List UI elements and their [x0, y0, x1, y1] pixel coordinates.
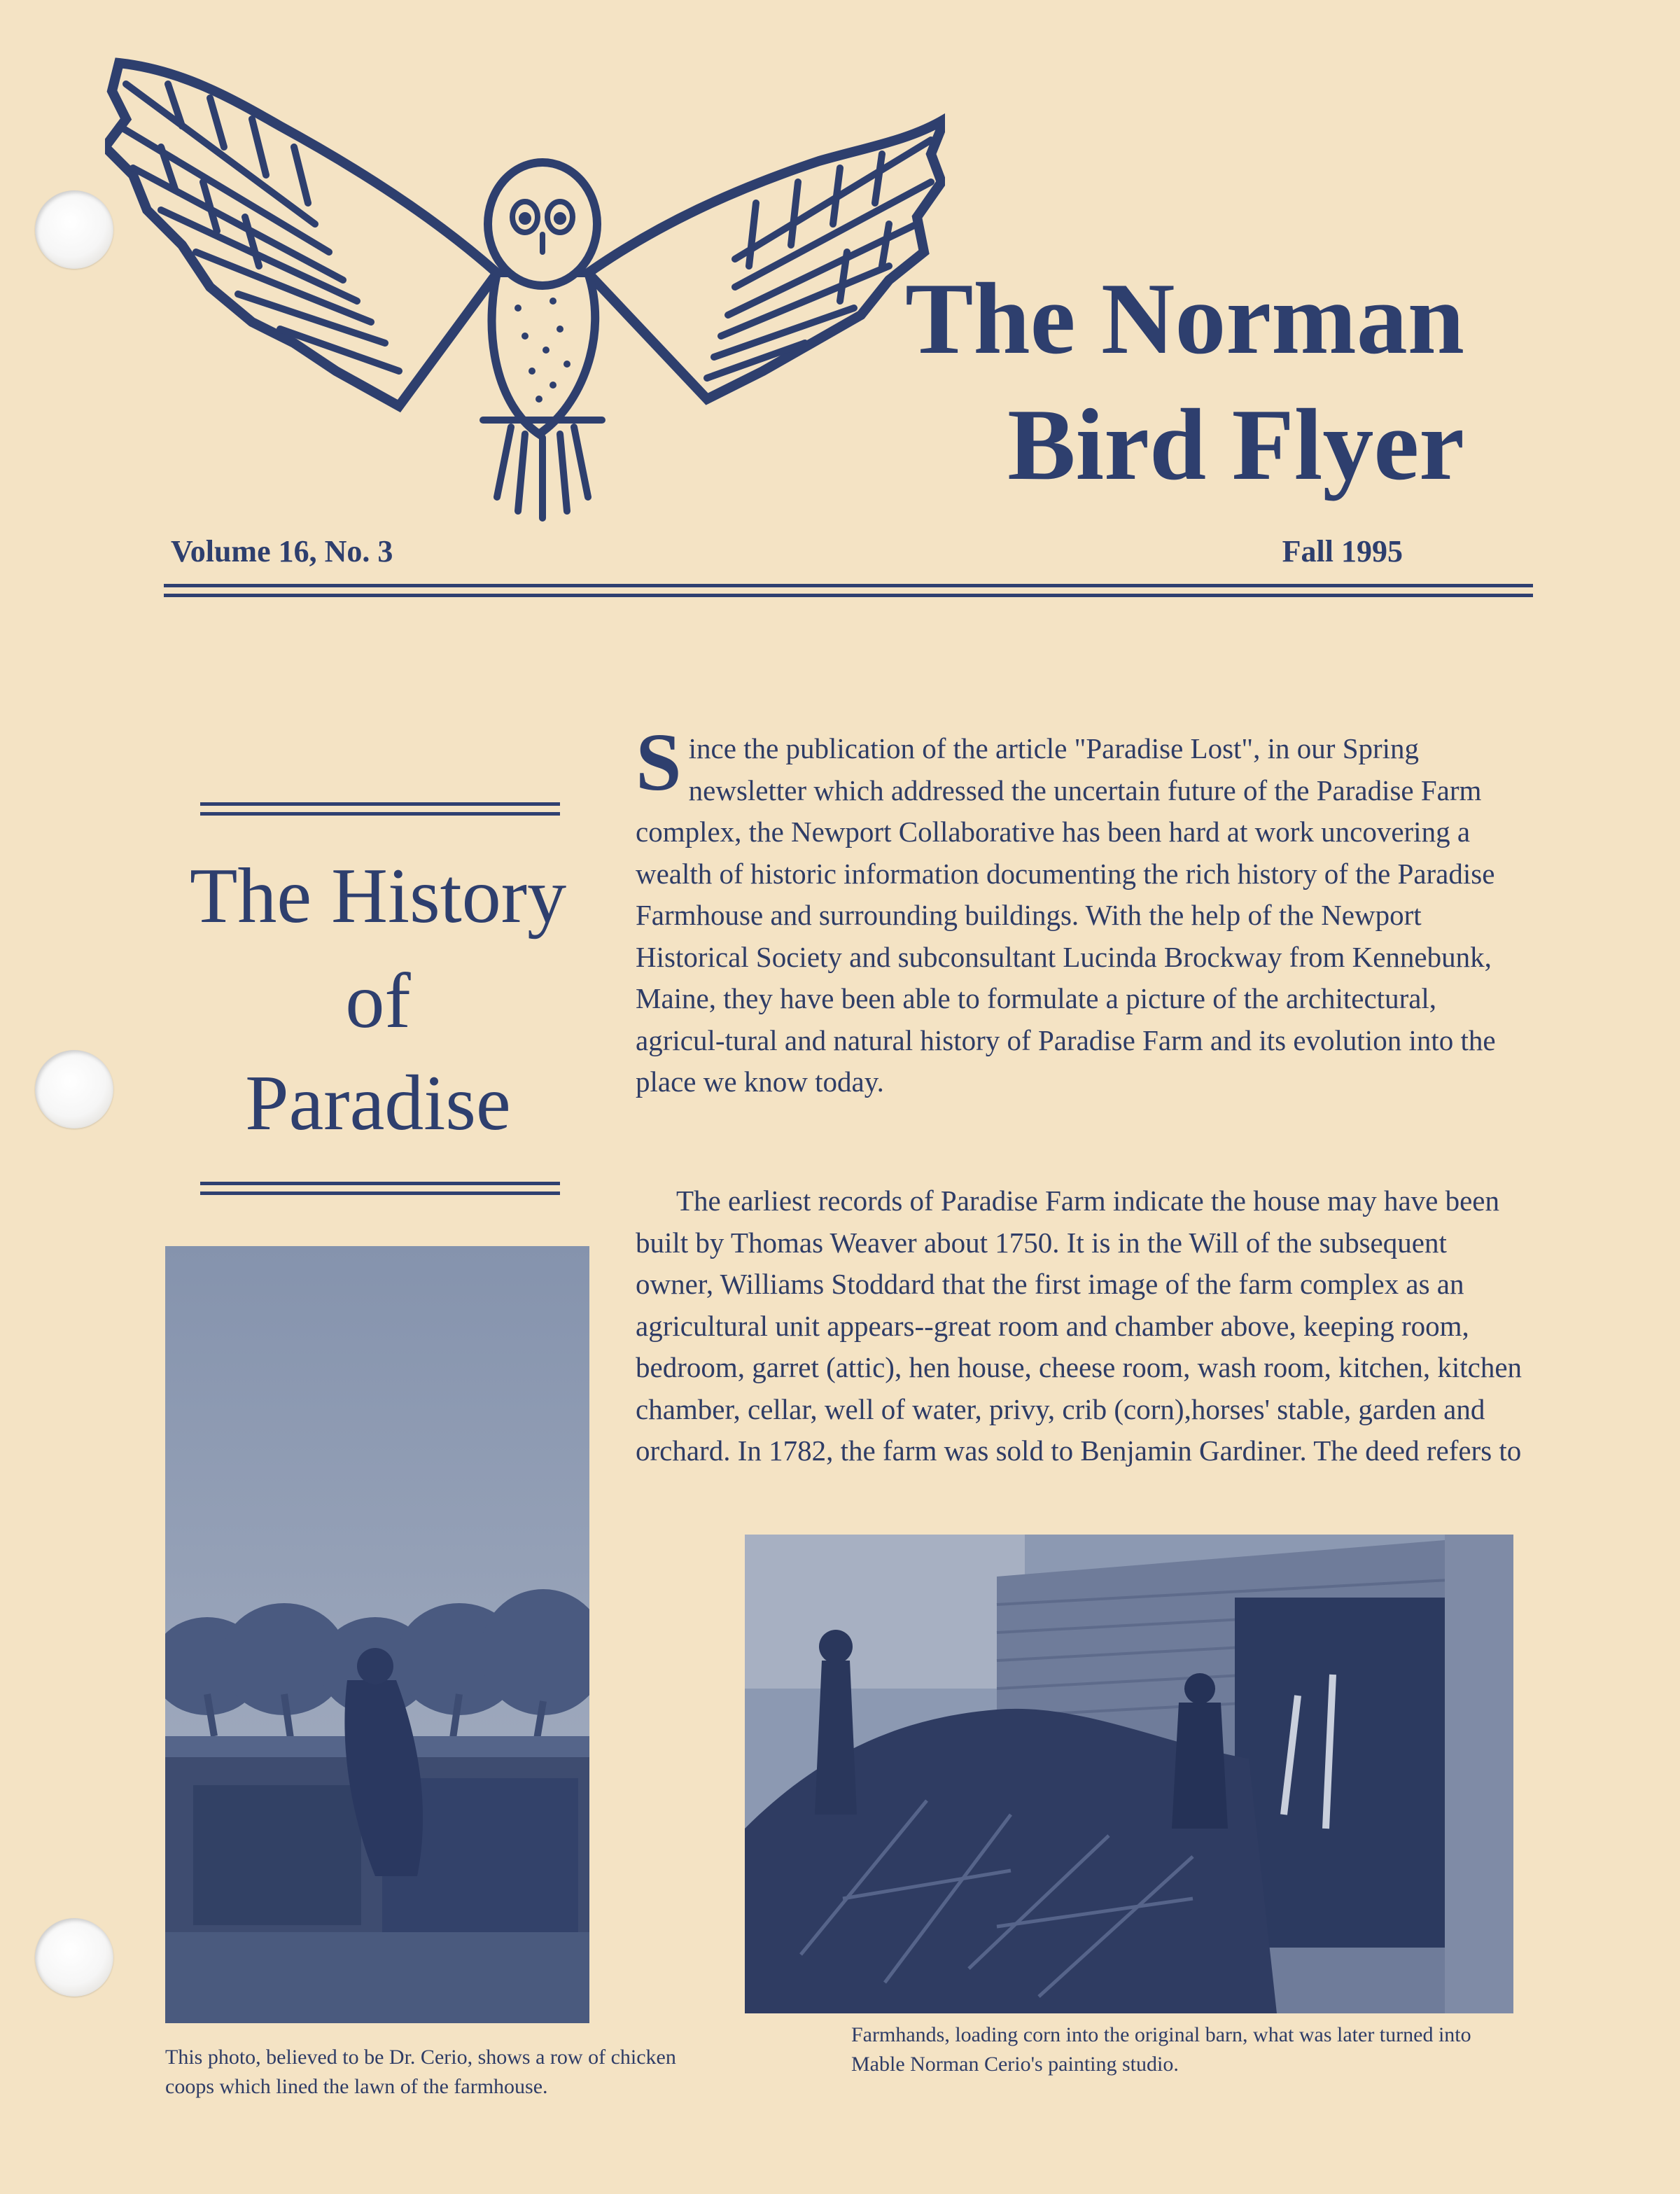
photo-farmhands-barn [745, 1535, 1513, 2013]
issue-season: Fall 1995 [1282, 534, 1403, 568]
sidebar-rule-top-upper [200, 802, 560, 806]
masthead-rule-lower [164, 594, 1533, 597]
sidebar-heading-line2: of [345, 958, 411, 1044]
article-paragraph-1 [636, 716, 1532, 1103]
caption-right-photo: Farmhands, loading corn into the original barn, what was later turned into Mable Norman Cerio's painting studio. [851, 2023, 1471, 2076]
masthead-title-line1: The Norman [905, 262, 1464, 375]
binder-hole-middle [35, 1050, 113, 1129]
sidebar-rule-bottom-lower [200, 1192, 560, 1195]
owl-illustration [105, 42, 945, 525]
photo-chicken-coops [165, 1246, 589, 2023]
caption-left-photo: This photo, believed to be Dr. Cerio, shows a row of chicken coops which lined the lawn of the farmhouse. [165, 2046, 676, 2098]
article-paragraph-1-text: ince the publication of the article "Paradise Lost", in our Spring newsletter which addressed the uncertain future of the Paradise Farm complex, the Newport Collaborative has been hard at work uncovering a wealth of historic information documenting the rich history of the Paradise Farmhouse and surrounding buildings. With the help of the Newport Historical Society and subconsultant Lucinda Brockway from Kennebunk, Maine, they have been able to formulate a picture of the architectural, agricul-tural and natural history of Paradise Farm and its evolution into the place we know today. [636, 732, 1496, 1098]
sidebar-heading-line1: The History [189, 853, 567, 939]
masthead-title-line2: Bird Flyer [1007, 388, 1464, 501]
article-paragraph-2: The earliest records of Paradise Farm indicate the house may have been built by Thomas Weaver about 1750. It is in the Will of the subsequent owner, Williams Stoddard that the first image of the farm complex as an agricultural unit appears--great room and chamber above, keeping room, bedroom, garret (attic), hen house, cheese room, wash room, kitchen, kitchen chamber, cellar, well of water, privy, crib (corn),horses' stable, garden and orchard. In 1782, the farm was sold to Benjamin Gardiner. The deed refers to [636, 1185, 1522, 1467]
sidebar-heading-line3: Paradise [245, 1060, 511, 1147]
sidebar-rule-top-lower [200, 812, 560, 816]
volume-number: Volume 16, No. 3 [171, 534, 393, 568]
binder-hole-top [35, 190, 113, 269]
binder-hole-bottom [35, 1918, 113, 1997]
masthead-rule-upper [164, 584, 1533, 587]
sidebar-rule-bottom-upper [200, 1182, 560, 1185]
drop-cap: S [636, 716, 682, 808]
